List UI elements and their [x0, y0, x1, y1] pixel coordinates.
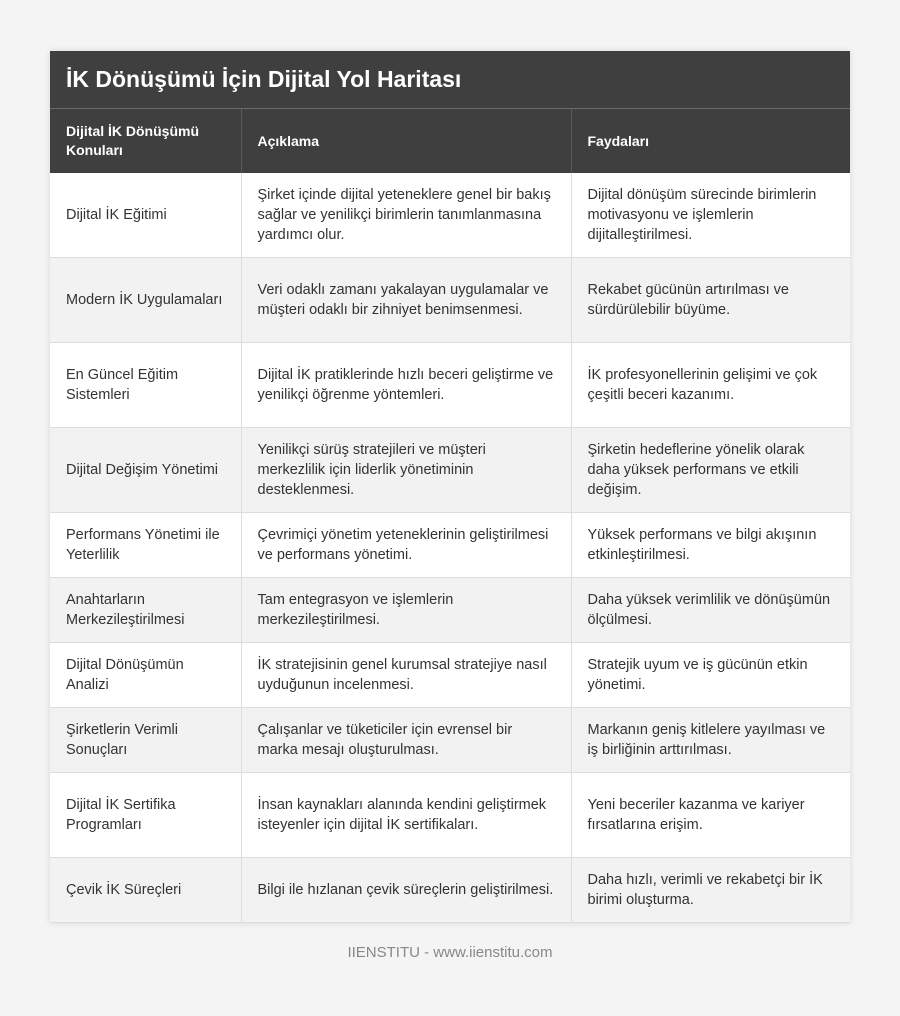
benefit-cell: Daha hızlı, verimli ve rekabetçi bir İK birimi oluşturma. — [571, 858, 850, 923]
column-header-topics: Dijital İK Dönüşümü Konuları — [50, 109, 241, 173]
table-row — [50, 513, 850, 578]
table-header-row — [50, 109, 850, 173]
benefit-cell: Rekabet gücünün artırılması ve sürdürülebilir büyüme. — [571, 258, 850, 343]
description-cell: İnsan kaynakları alanında kendini geliştirmek isteyenler için dijital İK sertifikaları. — [241, 773, 571, 858]
benefit-cell: Stratejik uyum ve iş gücünün etkin yönetimi. — [571, 643, 850, 708]
table-row — [50, 428, 850, 513]
topic-cell: Dijital Dönüşümün Analizi — [50, 643, 241, 708]
table-row — [50, 708, 850, 773]
benefit-cell: Daha yüksek verimlilik ve dönüşümün ölçülmesi. — [571, 578, 850, 643]
benefit-cell: Dijital dönüşüm sürecinde birimlerin motivasyonu ve işlemlerin dijitalleştirilmesi. — [571, 173, 850, 258]
title-bar — [50, 51, 850, 109]
table-row — [50, 578, 850, 643]
benefit-cell: Şirketin hedeflerine yönelik olarak daha yüksek performans ve etkili değişim. — [571, 428, 850, 513]
description-cell: Yenilikçi sürüş stratejileri ve müşteri merkezlilik için liderlik yönetiminin desteklenmesi. — [241, 428, 571, 513]
description-cell: İK stratejisinin genel kurumsal stratejiye nasıl uyduğunun incelenmesi. — [241, 643, 571, 708]
table-row — [50, 343, 850, 428]
column-header-benefits: Faydaları — [571, 109, 850, 173]
roadmap-table-card — [50, 51, 850, 923]
topic-cell: Modern İK Uygulamaları — [50, 258, 241, 343]
benefit-cell: Markanın geniş kitlelere yayılması ve iş birliğinin arttırılması. — [571, 708, 850, 773]
topic-cell: Dijital İK Sertifika Programları — [50, 773, 241, 858]
description-cell: Çalışanlar ve tüketiciler için evrensel bir marka mesajı oluşturulması. — [241, 708, 571, 773]
description-cell: Şirket içinde dijital yeteneklere genel bir bakış sağlar ve yenilikçi birimlerin tanımlanmasına yardımcı olur. — [241, 173, 571, 258]
column-header-description: Açıklama — [241, 109, 571, 173]
topic-cell: Şirketlerin Verimli Sonuçları — [50, 708, 241, 773]
topic-cell: Anahtarların Merkezileştirilmesi — [50, 578, 241, 643]
footer-credit: IIENSTITU - www.iienstitu.com — [347, 944, 553, 961]
description-cell: Çevrimiçi yönetim yeteneklerinin geliştirilmesi ve performans yönetimi. — [241, 513, 571, 578]
topic-cell: Çevik İK Süreçleri — [50, 858, 241, 923]
table-row — [50, 643, 850, 708]
topic-cell: En Güncel Eğitim Sistemleri — [50, 343, 241, 428]
description-cell: Veri odaklı zamanı yakalayan uygulamalar ve müşteri odaklı bir zihniyet benimsenmesi. — [241, 258, 571, 343]
benefit-cell: Yüksek performans ve bilgi akışının etkinleştirilmesi. — [571, 513, 850, 578]
benefit-cell: Yeni beceriler kazanma ve kariyer fırsatlarına erişim. — [571, 773, 850, 858]
benefit-cell: İK profesyonellerinin gelişimi ve çok çeşitli beceri kazanımı. — [571, 343, 850, 428]
topic-cell: Performans Yönetimi ile Yeterlilik — [50, 513, 241, 578]
roadmap-table — [50, 109, 850, 923]
table-row — [50, 858, 850, 923]
table-row — [50, 258, 850, 343]
table-row — [50, 773, 850, 858]
topic-cell: Dijital İK Eğitimi — [50, 173, 241, 258]
description-cell: Bilgi ile hızlanan çevik süreçlerin geliştirilmesi. — [241, 858, 571, 923]
table-row — [50, 173, 850, 258]
description-cell: Tam entegrasyon ve işlemlerin merkezileştirilmesi. — [241, 578, 571, 643]
description-cell: Dijital İK pratiklerinde hızlı beceri geliştirme ve yenilikçi öğrenme yöntemleri. — [241, 343, 571, 428]
topic-cell: Dijital Değişim Yönetimi — [50, 428, 241, 513]
page-title: İK Dönüşümü İçin Dijital Yol Haritası — [66, 66, 462, 92]
